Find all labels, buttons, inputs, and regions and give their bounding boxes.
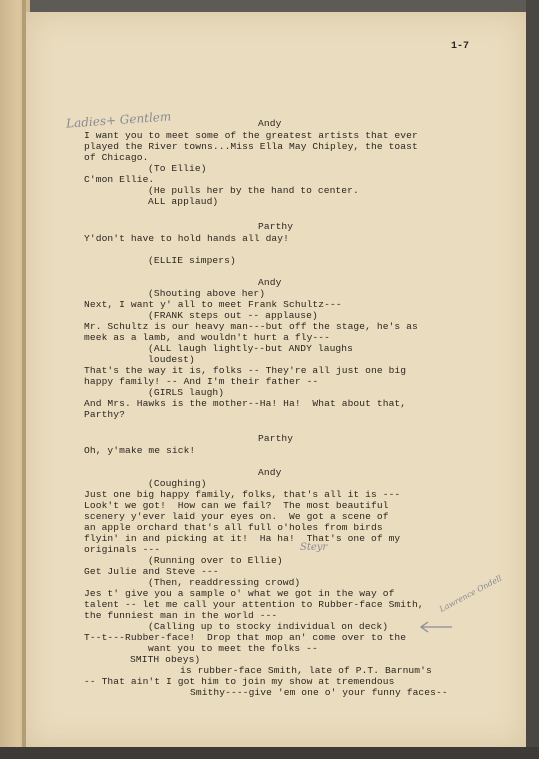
script-line: loudest) — [148, 354, 195, 365]
script-line: And Mrs. Hawks is the mother--Ha! Ha! What about that, — [84, 398, 407, 409]
script-line: Andy — [258, 277, 282, 288]
script-line: (He pulls her by the hand to center. — [148, 185, 359, 196]
handwritten-right-note: Lawrence Ondell — [438, 573, 504, 614]
script-line: Jes t' give you a sample o' what we got in the way of — [84, 588, 395, 599]
script-line: ALL applaud) — [148, 196, 219, 207]
script-line: Oh, y'make me sick! — [84, 445, 196, 456]
script-line: Get Julie and Steve --- — [84, 566, 219, 577]
script-line: (ALL laugh lightly--but ANDY laughs — [148, 343, 354, 354]
script-line: Smithy----give 'em one o' your funny faces-- — [190, 687, 448, 698]
script-line: I want you to meet some of the greatest artists that ever — [84, 130, 418, 141]
script-line: meek as a lamb, and wouldn't hurt a fly--- — [84, 332, 331, 343]
script-line: (ELLIE simpers) — [148, 255, 236, 266]
script-line: Next, I want y' all to meet Frank Schultz--- — [84, 299, 342, 310]
background-bottom — [0, 747, 539, 759]
script-line: (Calling up to stocky individual on deck) — [148, 621, 389, 632]
script-line: flyin' in and picking at it! Ha ha! That's one of my — [84, 533, 401, 544]
script-line: played the River towns...Miss Ella May Chipley, the toast — [84, 141, 418, 152]
background-right — [526, 0, 539, 759]
script-line: want you to meet the folks -- — [148, 643, 318, 654]
handwritten-inline-note: Steyr — [300, 542, 328, 553]
script-line: Just one big happy family, folks, that's all it is --- — [84, 489, 401, 500]
script-line: Parthy? — [84, 409, 126, 420]
script-line: Y'don't have to hold hands all day! — [84, 233, 290, 244]
script-line: (To Ellie) — [148, 163, 207, 174]
script-line: (GIRLS laugh) — [148, 387, 225, 398]
script-line: an apple orchard that's all full o'holes from birds — [84, 522, 383, 533]
script-line: Andy — [258, 467, 282, 478]
script-line: originals --- — [84, 544, 161, 555]
script-line: That's the way it is, folks -- They're all just one big — [84, 365, 407, 376]
script-line: (Coughing) — [148, 478, 207, 489]
handwritten-margin-note: Ladies+ Gentlem — [65, 109, 172, 131]
script-line: (Then, readdressing crowd) — [148, 577, 301, 588]
script-line: talent -- let me call your attention to Rubber-face Smith, — [84, 599, 424, 610]
script-line: of Chicago. — [84, 152, 149, 163]
script-line: scenery y'ever laid your eyes on. We got a scene of — [84, 511, 389, 522]
handwritten-arrow-icon — [418, 621, 454, 633]
script-line: Parthy — [258, 221, 294, 232]
script-line: T--t---Rubber-face! Drop that mop an' come over to the — [84, 632, 407, 643]
page-number: 1-7 — [451, 41, 470, 52]
script-line: Look't we got! How can we fail? The most beautiful — [84, 500, 389, 511]
script-line: (Running over to Ellie) — [148, 555, 283, 566]
script-line: SMITH obeys) — [130, 654, 201, 665]
script-line: Mr. Schultz is our heavy man---but off the stage, he's as — [84, 321, 418, 332]
script-line: Parthy — [258, 433, 294, 444]
script-line: C'mon Ellie. — [84, 174, 155, 185]
script-line: happy family! -- And I'm their father -- — [84, 376, 319, 387]
script-line: (Shouting above her) — [148, 288, 266, 299]
script-line: the funniest man in the world --- — [84, 610, 278, 621]
script-line: is rubber-face Smith, late of P.T. Barnum's — [180, 665, 432, 676]
script-line: Andy — [258, 118, 282, 129]
script-line: -- That ain't I got him to join my show at tremendous — [84, 676, 395, 687]
script-line: (FRANK steps out -- applause) — [148, 310, 318, 321]
